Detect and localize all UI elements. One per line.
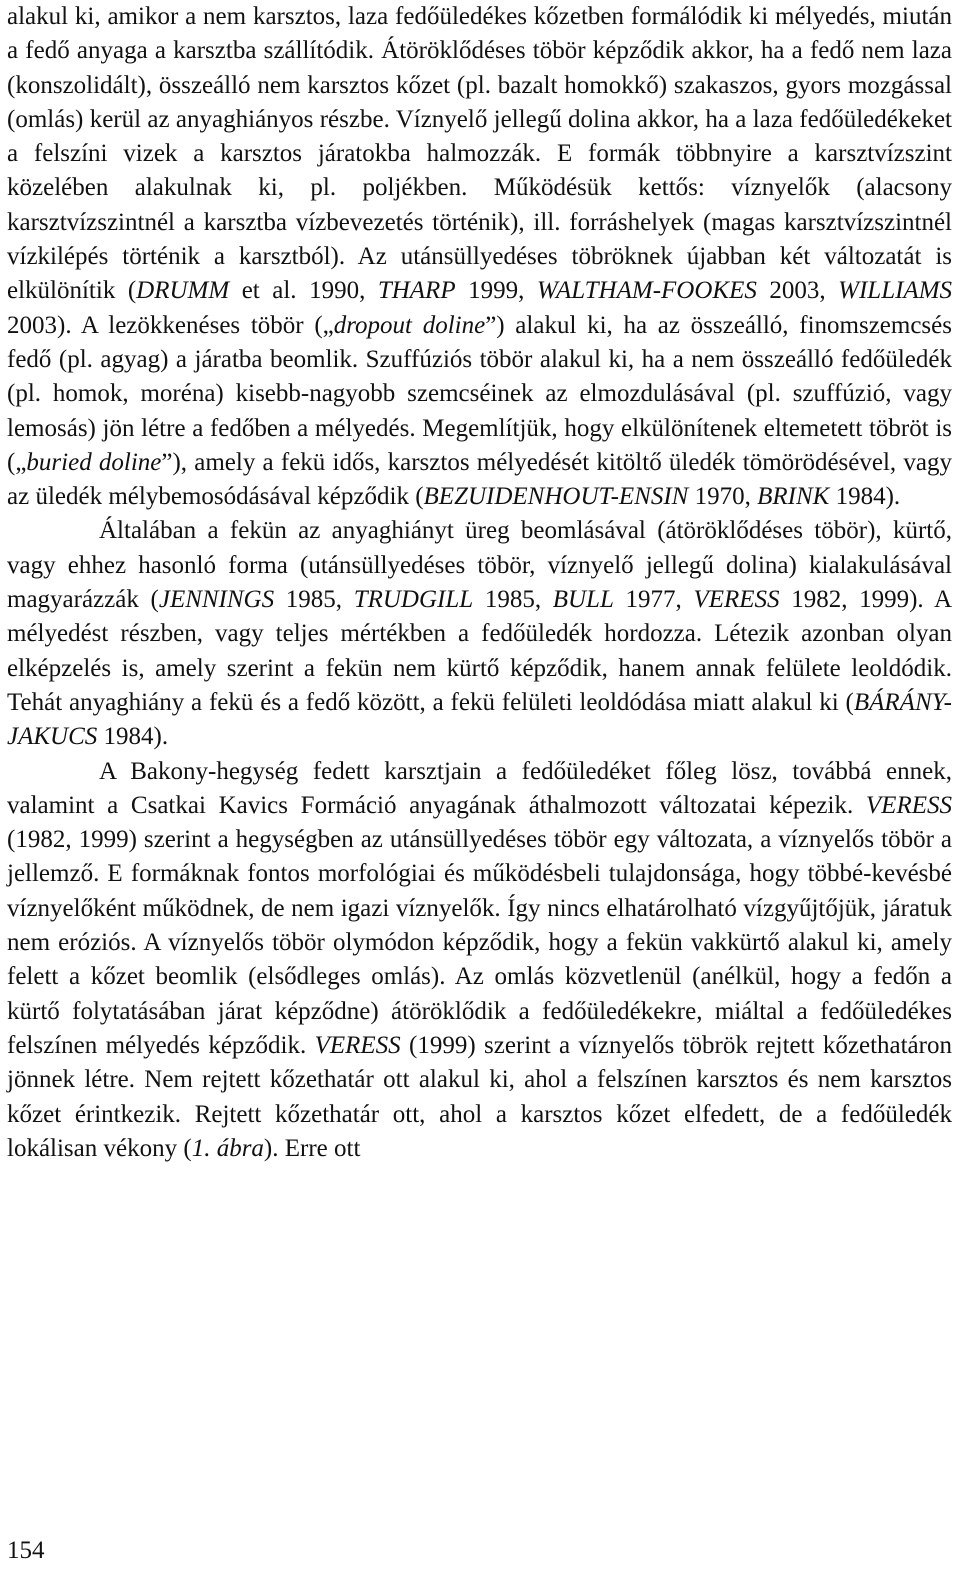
italic-citation: TRUDGILL	[353, 586, 474, 614]
text-run: 1984).	[829, 483, 901, 511]
italic-citation: DRUMM	[136, 277, 230, 305]
document-page	[7, 0, 952, 1166]
italic-citation: VERESS	[865, 791, 952, 819]
text-run: ”) alakul ki, ha az összeálló, finomszemcsés fedő (pl. agyag) a járatba beomlik. Szuffúziós töbör alakul ki, ha a nem összeálló fedőüledék (pl. homok, moréna) kisebb-nagyobb szemcséinek az elmozdulásával (pl. szuffúzió, vagy lemosás) jön létre a fedőben a mélyedés. Megemlítjük, hogy elkülönítenek eltemetett töbröt is („	[7, 311, 952, 476]
italic-citation: 1. ábra	[191, 1134, 264, 1162]
text-run: ”), amely a fekü idős, karsztos mélyedését kitöltő üledék tömörödésével, vagy az üledék mélybemosódásával képződik (	[7, 448, 952, 511]
italic-citation: BEZUIDENHOUT-ENSIN	[423, 483, 689, 511]
text-run: 1985,	[473, 586, 553, 614]
italic-citation: buried doline	[26, 448, 162, 476]
text-run: 1982, 1999). A mélyedést részben, vagy teljes mértékben a fedőüledék hordozza. Létezik azonban olyan elképzelés is, amely szerint a fekün nem kürtő képződik, hanem annak felülete leoldódik. Tehát anyaghiány a fekü és a fedő között, a fekü felületi leoldódása miatt alakul ki (	[7, 586, 952, 716]
text-run: 2003,	[756, 277, 839, 305]
italic-citation: VERESS	[693, 586, 780, 614]
text-run: 1970,	[688, 483, 758, 511]
paragraph	[7, 0, 952, 514]
italic-citation: dropout doline	[333, 311, 486, 339]
text-run: 1985,	[274, 586, 354, 614]
page-number: 154	[7, 1537, 45, 1564]
italic-citation: JENNINGS	[158, 586, 275, 614]
text-run: (1982, 1999) szerint a hegységben az utánsüllyedéses töbör egy változata, a víznyelős töbör a jellemző. E formáknak fontos morfológiai és működésbeli tulajdonsága, hogy többé-kevésbé víznyelőként működnek, de nem igazi víznyelők. Így nincs elhatárolható vízgyűjtőjük, járatuk nem eróziós. A víznyelős töbör olymódon képződik, hogy a fekün vakkürtő alakul ki, amely felett a kőzet beomlik (elsődleges omlás). Az omlás közvetlenül (anélkül, hogy a fedőn a kürtő folytatásában járat képződne) átöröklődik a fedőüledékekre, miáltal a fedőüledékes felszínen mélyedés képződik.	[7, 826, 952, 1059]
italic-citation: BULL	[552, 586, 614, 614]
text-run: ). Erre ott	[263, 1134, 361, 1162]
italic-citation: WALTHAM-FOOKES	[536, 277, 757, 305]
italic-citation: BRINK	[757, 483, 830, 511]
body-text	[7, 0, 952, 1166]
text-run: A Bakony-hegység fedett karsztjain a fedőüledéket főleg lösz, továbbá ennek, valamint a Csatkai Kavics Formáció anyagának áthalmozott változatai képezik.	[7, 757, 952, 819]
paragraph	[7, 514, 952, 754]
text-run: et al. 1990,	[229, 277, 378, 305]
paragraph	[7, 755, 952, 1167]
text-run: alakul ki, amikor a nem karsztos, laza fedőüledékes kőzetben formálódik ki mélyedés, miután a fedő anyaga a karsztba szállítódik. Átöröklődéses töbör képződik akkor, ha a fedő nem laza (konszolidált), összeálló nem karsztos kőzet (pl. bazalt homokkő) szakaszos, gyors mozgással (omlás) kerül az anyaghiányos részbe. Víznyelő jellegű dolina akkor, ha a laza fedőüledékeket a felszíni vizek a karsztos járatokba halmozzák. E formák többnyire a karsztvízszint közelében alakulnak ki, pl. poljékben. Működésük kettős: víznyelők (alacsony karsztvízszintnél a karsztba vízbevezetés történik), ill. forráshelyek (magas karsztvízszintnél vízkilépés történik a karsztból). Az utánsüllyedéses töbröknek újabban két változatát is elkülönítik (	[7, 3, 952, 305]
italic-citation: BÁRÁNY-JAKUCS	[7, 688, 952, 751]
text-run: 2003). A lezökkenéses töbör („	[7, 311, 334, 339]
italic-citation: THARP	[377, 277, 456, 305]
text-run: 1999,	[455, 277, 537, 305]
text-run: Általában a fekün az anyaghiányt üreg beomlásával (átöröklődéses töbör), kürtő, vagy ehhez hasonló forma (utánsüllyedéses töbör, víznyelő jellegű dolina) kialakulásával magyarázzák (	[7, 517, 952, 614]
text-run: (1999) szerint a víznyelős töbrök rejtett kőzethatáron jönnek létre. Nem rejtett kőzethatár ott alakul ki, ahol a felszínen karsztos és nem karsztos kőzet érintkezik. Rejtett kőzethatár ott, ahol a karsztos kőzet elfedett, de a fedőüledék lokálisan vékony (	[7, 1031, 952, 1162]
text-run: 1984).	[97, 723, 169, 751]
italic-citation: VERESS	[314, 1031, 401, 1059]
italic-citation: WILLIAMS	[838, 277, 953, 305]
text-run: 1977,	[613, 586, 694, 614]
